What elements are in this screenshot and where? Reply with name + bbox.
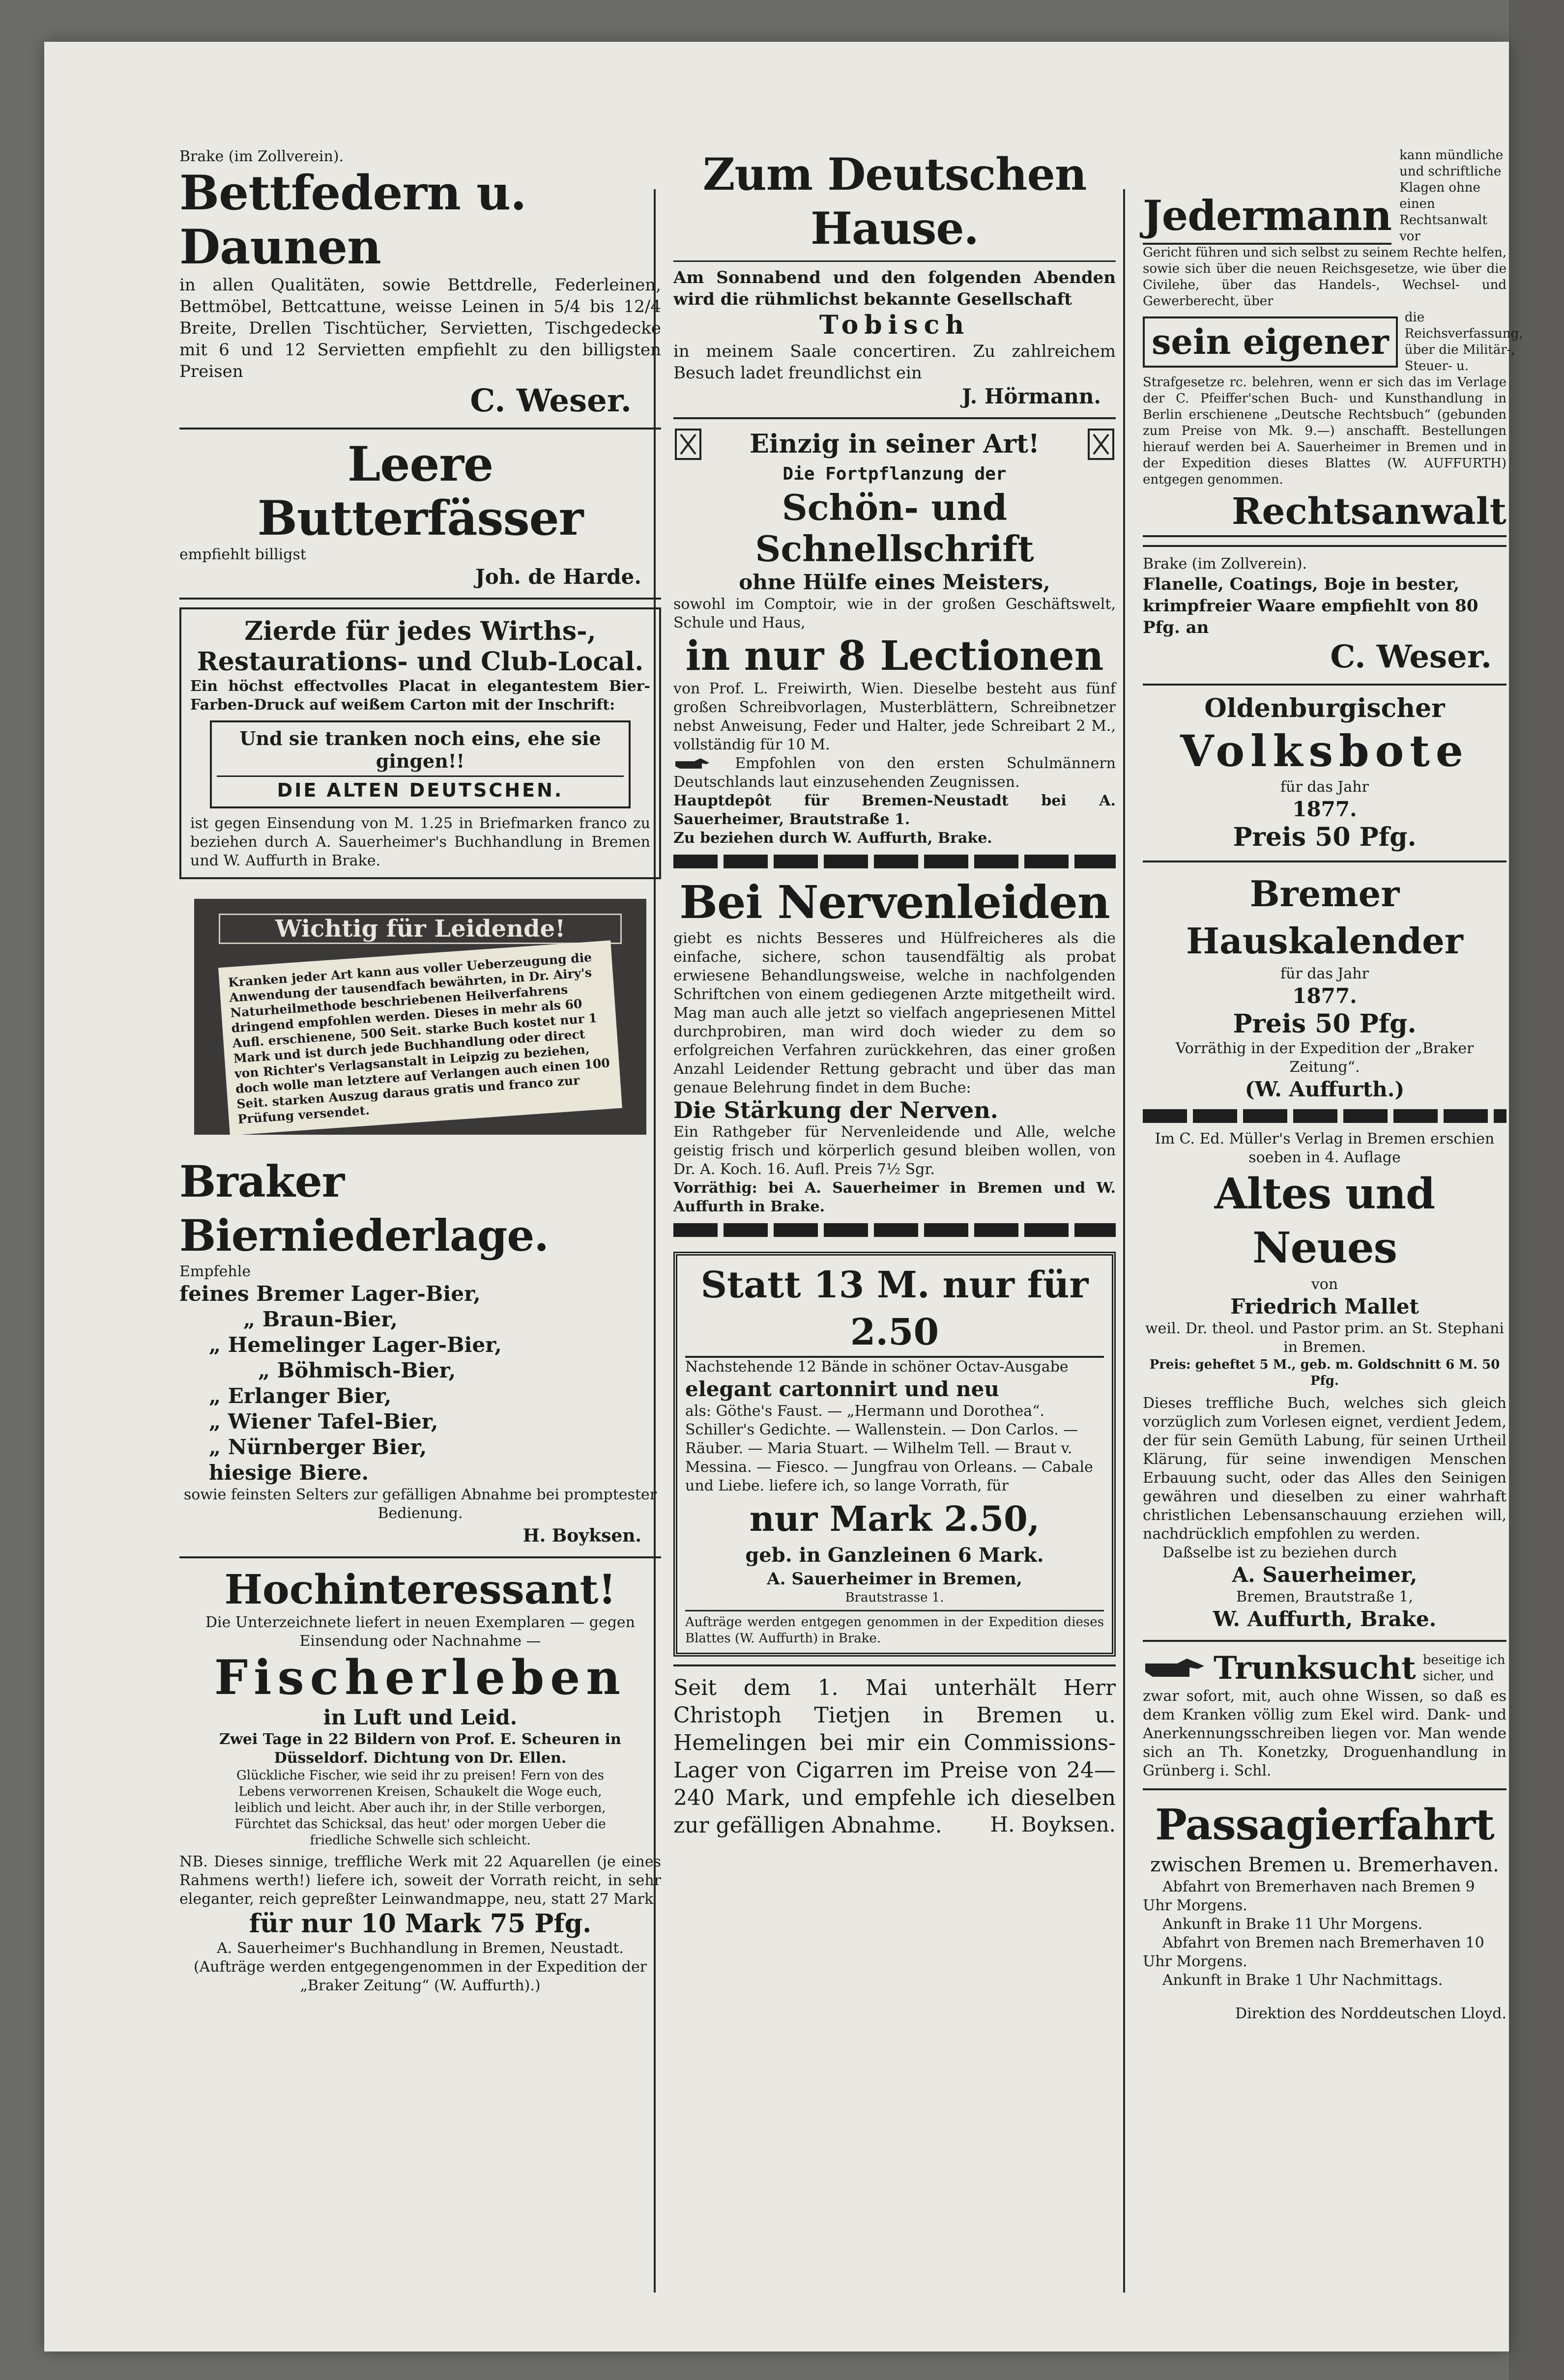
ad-text: in allen Qualitäten, sowie Bettdrelle, Federleinen, Bettmöbel, Bettcattune, weisse Leinen in 5/4 bis 12/4 Breite, Drellen Tischtücher, Servietten, Tischgedecke mit 6 und 12 Servietten empfiehlt zu den billigsten Preisen <box>179 275 661 381</box>
ad-signature: A. Sauerheimer, <box>1232 1563 1418 1587</box>
ad-hauskalender <box>1143 870 1506 1102</box>
separator <box>1143 545 1506 547</box>
ad-text: sowohl im Comptoir, wie in der großen Geschäftswelt, Schule und Haus, <box>673 596 1116 631</box>
ad-text: Hauptdepôt für Bremen-Neustadt bei A. Sauerheimer, Brautstraße 1. <box>673 792 1116 828</box>
ad-text: weil. Dr. theol. und Pastor prim. an St. Stephani in Bremen. <box>1145 1320 1504 1356</box>
ad-text: NB. Dieses sinnige, treffliche Werk mit 22 Aquarellen (je eines Rahmens werth!) liefere ich, soweit der Vorrath reicht, in sehr eleganter, reich gepreßter Leinwandmappe, neu, statt 27 Mark <box>179 1853 661 1908</box>
ad-deutsches-haus <box>673 147 1116 409</box>
list-item: hiesige Biere. <box>209 1461 369 1485</box>
heavy-separator <box>1143 1109 1506 1123</box>
ad-text: Die Unterzeichnete liefert in neuen Exemplaren — gegen Einsendung oder Nachnahme — <box>205 1614 635 1650</box>
ad-title: Bettfedern u. Daunen <box>179 165 526 275</box>
ad-title: Leere Butterfässer <box>257 436 583 546</box>
list-item: „ Hemelinger Lager-Bier, <box>209 1333 502 1357</box>
ad-text: ist gegen Einsendung von M. 1.25 in Briefmarken franco zu beziehen durch A. Sauerheimer's Buchhandlung in Bremen und W. Auffurth in Brake. <box>190 815 650 869</box>
ad-text: Seit dem 1. Mai unterhält Herr Christoph Tietjen in Bremen u. Hemelingen bei mir ein Commissions-Lager von Cigarren im Preise von 24—240 Mark, und empfehle ich dieselben zur gefälligen Abnahme. <box>673 1675 1116 1838</box>
ad-title: Statt 13 M. nur für 2.50 <box>685 1262 1104 1358</box>
ad-nervenleiden <box>673 875 1116 1216</box>
ad-footnote: (Aufträge werden entgegengenommen in der Expedition der „Braker Zeitung“ (W. Auffurth).) <box>193 1958 647 1994</box>
ad-text: Gericht führen und sich selbst zu seinem Rechte helfen, sowie sich über die neuen Reichsgesetze, wie über die Civilehe, über das Handels-, Wechsel- und Gewerberecht, über <box>1143 245 1506 309</box>
placard-sample <box>210 720 631 808</box>
ad-butterfaesser <box>179 437 661 590</box>
list-item: „ Nürnberger Bier, <box>209 1435 427 1459</box>
book-title: Fischerleben <box>214 1650 627 1705</box>
column-divider <box>1123 189 1125 2293</box>
ad-card-text: Kranken jeder Art kann aus voller Ueberzeugung die Anwendung der tausendfach bewährten, in Dr. Airy's Naturheilmethode beschriebenen Heilverfahrens dringend empfohlen werden. Dieses in mehr als 60 Aufl. erschienene, 500 Seit. starke Buch kostet nur 1 Mark und ist durch jede Buchhandlung oder direct von Richter's Verlagsanstalt in Leipzig zu beziehen, doch wolle man letztere auf Verlangen auch einen 100 Seit. starken Auszug daraus gratis und franco zur Prüfung versendet. <box>218 941 622 1136</box>
ad-title: Einzig in seiner Art! <box>750 429 1040 459</box>
beer-list <box>179 1281 661 1486</box>
column-left <box>179 147 661 2312</box>
ad-side-text: kann mündliche und schriftliche Klagen ohne einen Rechtsanwalt vor <box>1399 148 1504 244</box>
ad-flanelle <box>1143 555 1506 676</box>
heavy-separator <box>673 855 1116 868</box>
ad-title: Bei Nervenleiden <box>679 876 1110 929</box>
ad-text: für das Jahr <box>1280 965 1369 982</box>
list-item: feines Bremer Lager-Bier, <box>179 1282 481 1306</box>
separator <box>1143 860 1506 862</box>
location-line: Brake (im Zollverein). <box>1143 555 1307 573</box>
ad-einzig-in-seiner-art <box>673 427 1116 848</box>
ad-subtitle: ohne Hülfe eines Meisters, <box>739 570 1050 594</box>
ad-side-text: beseitige ich sicher, und <box>1422 1653 1506 1684</box>
ad-subtitle: Die Fortpflanzung der <box>782 464 1007 484</box>
ad-text: in meinem Saale concertiren. Zu zahlreichem Besuch ladet freundlichst ein <box>673 342 1116 383</box>
list-item: „ Wiener Tafel-Bier, <box>209 1409 438 1434</box>
ad-title: Passagierfahrt <box>1155 1800 1494 1850</box>
ad-text: giebt es nichts Besseres und Hülfreicheres als die einfache, sichere, schon tausendfältig als probat erwiesene Behandlungsweise, welche in nachfolgenden Schriftchen von einem gediegenen Arzte mitgetheilt wird. Mag man auch alle jetzt so vielfach angepriesenen Mittel durchprobiren, man wird doch wieder zu dem so erfolgreichen Verfahren zurückkehren, das einer großen Anzahl Leidender Rettung gebracht und über das man genaue Belehrung findet in dem Buche: <box>673 930 1116 1096</box>
ad-text: Zu beziehen durch W. Auffurth, Brake. <box>673 830 992 847</box>
separator <box>1143 1640 1506 1642</box>
ad-hochinteressant <box>179 1566 661 1995</box>
ad-text: Strafgesetze rc. belehren, wenn er sich das im Verlage der C. Pfeiffer'schen Buch- und Kunsthandlung in Berlin erschienene „Deutsche Rechtsbuch“ (gebunden zum Preise von Mk. 9.—) anschafft. Bestellungen hierauf werden bei A. Sauerheimer in Bremen und in der Expedition dieses Blattes (W. AUFFURTH) entgegen genommen. <box>1143 375 1506 487</box>
ad-text: als: Göthe's Faust. — „Hermann und Dorothea“. Schiller's Gedichte. — Wallenstein. — Don Carlos. — Räuber. — Maria Stuart. — Wilhelm Tell. — Braut v. Messina. — Fiesco. — Jungfrau von Orleans. — Cabale und Liebe. liefere ich, so lange Vorrath, für <box>685 1403 1093 1494</box>
pointing-hand-icon <box>673 757 713 772</box>
ad-title: Trunksucht <box>1214 1650 1416 1687</box>
ad-title: Hochinteressant! <box>224 1566 616 1613</box>
ad-highlight: elegant cartonnirt und neu <box>685 1377 999 1401</box>
ad-signature: H. Boyksen. <box>522 1525 641 1546</box>
ad-header <box>673 427 1116 461</box>
column-right <box>1143 147 1523 2312</box>
ad-zierde <box>179 607 661 879</box>
ad-text: von <box>1311 1276 1338 1293</box>
ad-price: für nur 10 Mark 75 Pfg. <box>249 1909 592 1939</box>
ad-signature: C. Weser. <box>1330 638 1492 675</box>
list-item: „ Böhmisch-Bier, <box>258 1358 456 1382</box>
schedule-line: Abfahrt von Bremen nach Bremerhaven 10 Uhr Morgens. <box>1143 1934 1484 1970</box>
ad-wichtig-fuer-leidende <box>194 899 646 1135</box>
ad-year: 1877. <box>1292 984 1357 1008</box>
ad-jedermann <box>1143 147 1523 537</box>
ad-text: zwar sofort, mit, auch ohne Wissen, so daß es dem Kranken völlig zum Ekel wird. Dank- und Anerkennungsschreiben liegen vor. Man wende sich an Th. Konetzky, Droguenhandlung in Grünberg i. Schl. <box>1143 1688 1506 1779</box>
separator <box>179 1556 661 1558</box>
ad-text: Vorräthig: bei A. Sauerheimer in Bremen und W. Auffurth in Brake. <box>673 1179 1116 1215</box>
ad-text: Nachstehende 12 Bände in schöner Octav-Ausgabe <box>685 1358 1069 1376</box>
ad-title: Oldenburgischer <box>1204 693 1445 723</box>
ad-text: Dieses treffliche Buch, welches sich gleich vorzüglich zum Vorlesen eignet, verdient Jedem, der für sein Gemüth Labung, für seinen Urtheil Klärung, für seine inwendigen Menschen Erbauung sucht, oder das Alles den Seinigen gewähren und dieselben zu einer wahrhaft christlichen Lebensanschauung erziehen will, nachdrücklich empfohlen zu werden. <box>1143 1395 1506 1543</box>
ad-text: Ein höchst effectvolles Placat in elegantestem Bier-Farben-Druck auf weißem Carton mit der Inschrift: <box>190 678 650 714</box>
ad-text: Vorräthig in der Expedition der „Braker Zeitung“. <box>1175 1040 1474 1076</box>
ad-subtitle: zwischen Bremen u. Bremerhaven. <box>1150 1854 1499 1876</box>
ad-text: Am Sonnabend und den folgenden Abenden wird die rühmlichst bekannte Gesellschaft <box>673 268 1116 309</box>
ad-title: Jedermann <box>1143 189 1391 245</box>
heavy-separator <box>673 1223 1116 1237</box>
ad-header <box>1143 1650 1506 1687</box>
ad-text: empfiehlt billigst <box>179 546 306 563</box>
ad-passagierfahrt <box>1143 1798 1506 2023</box>
schedule-line: Ankunft in Brake 11 Uhr Morgens. <box>1162 1916 1423 1933</box>
schedule-line: Abfahrt von Bremerhaven nach Bremen 9 Uhr Morgens. <box>1143 1878 1475 1914</box>
ad-price: Preis: geheftet 5 M., geb. m. Goldschnitt 6 M. 50 Pfg. <box>1149 1357 1500 1388</box>
separator <box>673 1664 1116 1666</box>
ad-volksbote <box>1143 693 1506 853</box>
separator <box>673 417 1116 419</box>
band-name: Tobisch <box>819 310 970 340</box>
ad-header <box>1143 147 1506 245</box>
list-item: „ Braun-Bier, <box>243 1307 398 1331</box>
ad-signature: H. Boyksen. <box>990 1812 1116 1836</box>
book-subtitle: in Luft und Leid. <box>323 1705 518 1729</box>
ad-signature: A. Sauerheimer in Bremen, <box>767 1569 1022 1589</box>
ad-signature: Direktion des Norddeutschen Lloyd. <box>1235 2005 1506 2022</box>
ad-title: Zierde für jedes Wirths-, Restaurations- und Club-Local. <box>197 616 644 677</box>
column-middle <box>673 147 1116 2312</box>
ad-bettfedern <box>179 147 661 420</box>
ad-statt-13-mark <box>673 1252 1116 1657</box>
ad-signature: J. Hörmann. <box>961 384 1101 408</box>
ad-year: 1877. <box>1292 797 1357 821</box>
ad-text: für das Jahr <box>1280 778 1369 796</box>
ad-footnote: Aufträge werden entgegen genommen in der Expedition dieses Blattes (W. Auffurth) in Brake. <box>685 1610 1104 1647</box>
ad-trunksucht <box>1143 1650 1506 1780</box>
placard-subtext: DIE ALTEN DEUTSCHEN. <box>217 775 624 802</box>
ad-title: Altes und Neues <box>1214 1169 1435 1273</box>
ad-text: von Prof. L. Freiwirth, Wien. Dieselbe besteht aus fünf großen Schreibvorlagen, Musterblättern, Schreibnetzer nebst Anweisung, Feder und Halter, jede Schreibart 2 M., vollständig für 10 M. <box>673 680 1116 753</box>
ad-side-text: die Reichsverfassung, über die Militär-, Steuer- u. <box>1404 310 1523 373</box>
ad-price: Preis 50 Pfg. <box>1233 1009 1417 1039</box>
ad-tietjen <box>673 1674 1116 1837</box>
ad-signature: Joh. de Harde. <box>475 565 641 589</box>
ad-bierniederlage <box>179 1154 661 1548</box>
book-verse: Glückliche Fischer, wie seid ihr zu preisen! Fern von des Lebens verworrenen Kreisen, Schaukelt die Woge euch, leiblich und leicht. Aber auch ihr, in der Stille verborgen, Fürchtet das Schicksal, das heut' oder morgen Ueber die friedliche Schwelle sich schleicht. <box>234 1768 606 1848</box>
book-author: Friedrich Mallet <box>1230 1294 1419 1319</box>
ad-signature: C. Weser. <box>470 382 632 419</box>
location-line: Brake (im Zollverein). <box>179 148 344 165</box>
ad-title: Zum Deutschen Hause. <box>702 148 1087 255</box>
ad-middle <box>1143 310 1523 374</box>
ad-text: sowie feinsten Selters zur gefälligen Abnahme bei promptester Bedienung. <box>183 1486 657 1522</box>
ad-signature: (W. Auffurth.) <box>1245 1077 1405 1101</box>
separator <box>1143 1788 1506 1790</box>
ad-text-inline: Empfohlen von den ersten Schulmännern Deutschlands laut einzusehenden Zeugnissen. <box>673 755 1116 791</box>
ad-address: Brautstrasse 1. <box>845 1590 944 1605</box>
ad-headline: in nur 8 Lectionen <box>685 632 1104 680</box>
newspaper-page <box>44 42 1523 2351</box>
ad-price: Preis 50 Pfg. <box>1233 822 1417 852</box>
ad-text: Im C. Ed. Müller's Verlag in Bremen erschien soeben in 4. Auflage <box>1155 1130 1495 1166</box>
ornament-icon <box>1086 427 1116 461</box>
ad-text <box>673 754 1116 792</box>
separator <box>1143 684 1506 686</box>
ad-price-bound: geb. in Ganzleinen 6 Mark. <box>745 1544 1044 1567</box>
book-credits: Zwei Tage in 22 Bildern von Prof. E. Scheuren in Düsseldorf. Dichtung von Dr. Ellen. <box>219 1731 621 1767</box>
ad-headline: sein eigener <box>1143 316 1398 368</box>
ad-title: Bremer Hauskalender <box>1186 873 1463 962</box>
ad-title: Braker Bierniederlage. <box>179 1156 549 1261</box>
pointing-hand-icon <box>1143 1656 1207 1681</box>
ad-text: Flanelle, Coatings, Boje in bester, krimpfreier Waare empfiehlt von 80 Pfg. an <box>1143 574 1478 637</box>
ad-text: Daßselbe ist zu beziehen durch <box>1162 1544 1397 1561</box>
placard-text: Und sie tranken noch eins, ehe sie gingen!! <box>239 727 601 772</box>
ad-headline: Schön- und Schnellschrift <box>755 487 1034 570</box>
separator <box>179 428 661 430</box>
ad-price: nur Mark 2.50, <box>749 1498 1040 1539</box>
separator <box>673 260 1116 262</box>
ad-altes-und-neues <box>1143 1130 1506 1632</box>
schedule-line: Ankunft in Brake 1 Uhr Nachmittags. <box>1162 1972 1443 1989</box>
ad-text: Ein Rathgeber für Nervenleidende und Alle, welche geistig frisch und körperlich gesund bleiben wollen, von Dr. A. Koch. 16. Aufl. Preis 7½ Sgr. <box>673 1123 1116 1178</box>
separator <box>179 598 661 600</box>
ad-headline: Volksbote <box>1180 725 1469 776</box>
ad-signature: W. Auffurth, Brake. <box>1213 1607 1437 1631</box>
ad-headline: Rechtsanwalt <box>1143 488 1506 537</box>
ad-signature: Bremen, Brautstraße 1, <box>1236 1588 1413 1606</box>
list-item: „ Erlanger Bier, <box>209 1384 392 1408</box>
ad-intro: Empfehle <box>179 1263 251 1280</box>
ornament-icon <box>673 427 703 461</box>
ad-signature: A. Sauerheimer's Buchhandlung in Bremen, Neustadt. <box>217 1940 624 1957</box>
ad-title: Wichtig für Leidende! <box>219 914 622 944</box>
book-title: Die Stärkung der Nerven. <box>673 1097 998 1123</box>
